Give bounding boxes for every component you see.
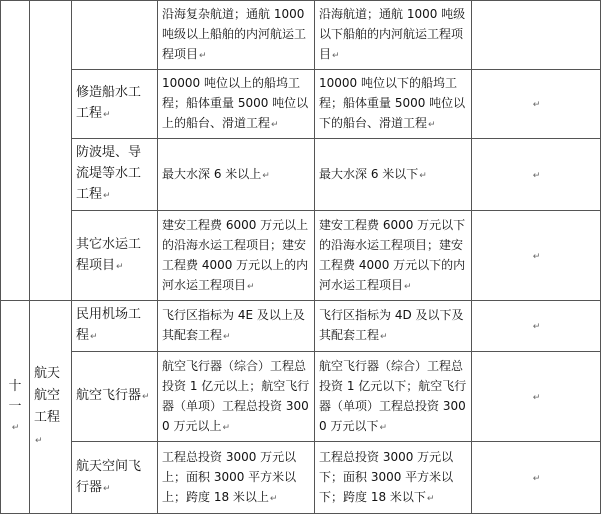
large-scale-cell: 10000 吨位以上的船坞工程；船体重量 5000 吨位以上的船台、滑道工程↵ bbox=[158, 70, 315, 139]
large-scale-cell: 航空飞行器（综合）工程总投资 1 亿元以上；航空飞行器（单项）工程总投资 3000 万元以上↵ bbox=[158, 352, 315, 442]
table-row bbox=[1, 352, 601, 442]
section-index-cell: 十一↵ bbox=[1, 301, 30, 514]
paragraph-mark: ↵ bbox=[222, 422, 230, 433]
medium-scale-cell: 沿海航道；通航 1000 吨级以下船舶的内河航运工程项目↵ bbox=[315, 1, 472, 70]
paragraph-mark: ↵ bbox=[404, 281, 412, 292]
paragraph-mark: ↵ bbox=[269, 493, 278, 504]
medium-scale-cell: 航空飞行器（综合）工程总投资 1 亿元以下；航空飞行器（单项）工程总投资 3000 万元以下↵ bbox=[315, 352, 472, 442]
paragraph-mark: ↵ bbox=[116, 261, 124, 272]
section-category-cell: 航天航空工程↵ bbox=[30, 301, 72, 514]
note-cell bbox=[472, 301, 601, 352]
paragraph-mark: ↵ bbox=[103, 110, 111, 120]
table-row bbox=[1, 211, 601, 301]
paragraph-mark: ↵ bbox=[247, 281, 255, 292]
paragraph-mark: ↵ bbox=[532, 392, 541, 403]
medium-scale-cell: 飞行区指标为 4D 及以下及其配套工程↵ bbox=[315, 301, 472, 352]
note-cell bbox=[472, 442, 601, 514]
note-cell bbox=[472, 139, 601, 211]
paragraph-mark: ↵ bbox=[90, 332, 98, 342]
paragraph-mark: ↵ bbox=[428, 120, 436, 130]
medium-scale-cell: 最大水深 6 米以下↵ bbox=[315, 139, 472, 211]
large-scale-cell: 最大水深 6 米以上↵ bbox=[158, 139, 315, 211]
large-scale-cell: 沿海复杂航道；通航 1000 吨级以上船舶的内河航运工程项目↵ bbox=[158, 1, 315, 70]
paragraph-mark: ↵ bbox=[35, 435, 43, 446]
paragraph-mark: ↵ bbox=[223, 332, 231, 342]
project-cell: 修造船水工工程↵ bbox=[72, 70, 158, 139]
paragraph-mark: ↵ bbox=[332, 51, 340, 61]
paragraph-mark: ↵ bbox=[532, 251, 541, 262]
note-cell bbox=[472, 352, 601, 442]
paragraph-mark: ↵ bbox=[532, 473, 541, 484]
large-scale-cell: 工程总投资 3000 万元以上；面积 3000 平方米以上；跨度 18 米以上↵ bbox=[158, 442, 315, 514]
paragraph-mark: ↵ bbox=[532, 100, 541, 110]
note-cell bbox=[472, 211, 601, 301]
project-cell: 航天空间飞行器↵ bbox=[72, 442, 158, 514]
medium-scale-cell: 10000 吨位以下的船坞工程；船体重量 5000 吨位以下的船台、滑道工程↵ bbox=[315, 70, 472, 139]
paragraph-mark: ↵ bbox=[142, 392, 150, 402]
paragraph-mark: ↵ bbox=[199, 51, 207, 61]
project-cell: 其它水运工程项目↵ bbox=[72, 211, 158, 301]
large-scale-cell: 建安工程费 6000 万元以上的沿海水运工程项目；建安工程费 4000 万元以上的内河水运工程项目↵ bbox=[158, 211, 315, 301]
project-cell: 航空飞行器↵ bbox=[72, 352, 158, 442]
table-row bbox=[1, 1, 601, 70]
paragraph-mark: ↵ bbox=[103, 191, 111, 201]
paragraph-mark: ↵ bbox=[11, 422, 20, 433]
large-scale-cell: 飞行区指标为 4E 及以上及其配套工程↵ bbox=[158, 301, 315, 352]
paragraph-mark: ↵ bbox=[419, 170, 427, 181]
paragraph-mark: ↵ bbox=[271, 120, 279, 130]
project-cell bbox=[72, 1, 158, 70]
paragraph-mark: ↵ bbox=[532, 170, 541, 181]
paragraph-mark: ↵ bbox=[379, 422, 387, 433]
project-cell: 防波堤、导流堤等水工工程↵ bbox=[72, 139, 158, 211]
paragraph-mark: ↵ bbox=[380, 332, 388, 342]
medium-scale-cell: 工程总投资 3000 万元以下；面积 3000 平方米以下；跨度 18 米以下↵ bbox=[315, 442, 472, 514]
note-cell bbox=[472, 70, 601, 139]
project-cell: 民用机场工程↵ bbox=[72, 301, 158, 352]
table-row bbox=[1, 139, 601, 211]
paragraph-mark: ↵ bbox=[532, 322, 541, 332]
paragraph-mark: ↵ bbox=[426, 493, 435, 504]
paragraph-mark: ↵ bbox=[262, 170, 270, 181]
note-cell bbox=[472, 1, 601, 70]
paragraph-mark: ↵ bbox=[103, 483, 111, 494]
table-row bbox=[1, 301, 601, 352]
table-row bbox=[1, 70, 601, 139]
medium-scale-cell: 建安工程费 6000 万元以下的沿海水运工程项目；建安工程费 4000 万元以下的内河水运工程项目↵ bbox=[315, 211, 472, 301]
index-cell bbox=[1, 1, 30, 301]
category-cell bbox=[30, 1, 72, 301]
table-row bbox=[1, 442, 601, 514]
